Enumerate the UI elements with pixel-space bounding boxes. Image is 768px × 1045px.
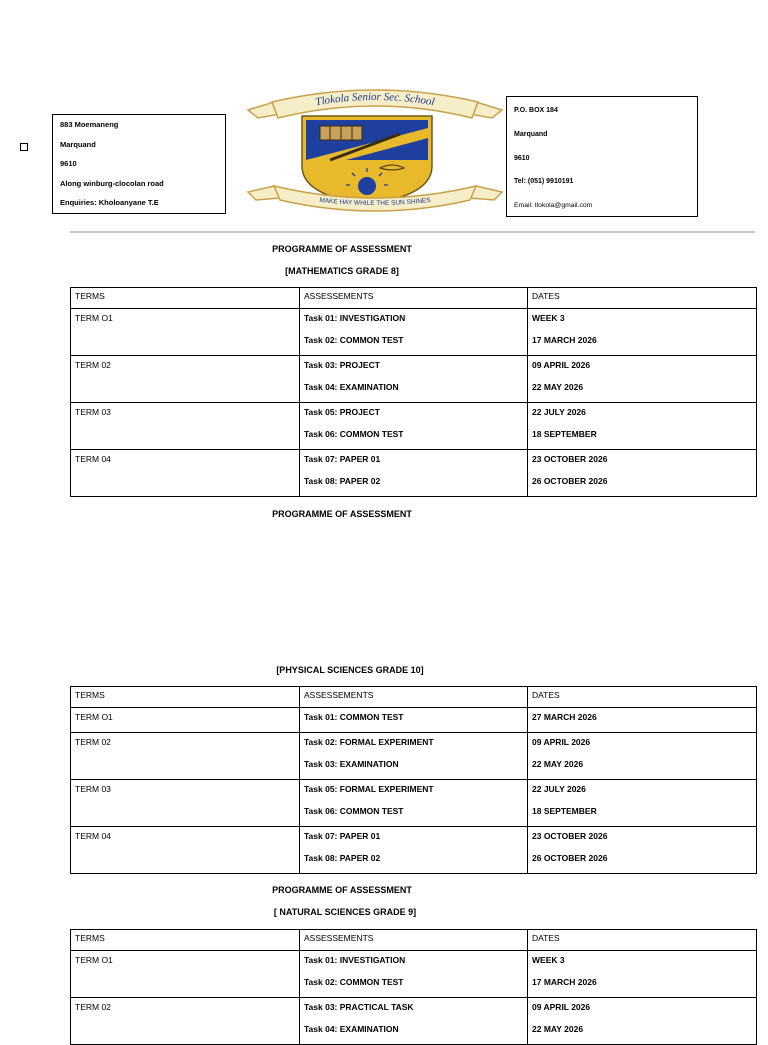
table-row (71, 708, 757, 733)
term-cell: TERM 02 (71, 733, 300, 780)
term-cell: TERM 02 (71, 356, 300, 403)
dates-cell: WEEK 3 17 MARCH 2026 (528, 309, 757, 356)
assessment-table-natural-sciences (70, 929, 757, 1045)
header-divider (70, 231, 755, 233)
term-cell: TERM 02 (71, 998, 300, 1045)
enquiries-line: Enquiries: Kholoanyane T.E (60, 198, 159, 208)
tasks-cell: Task 07: PAPER 01 Task 08: PAPER 02 (300, 827, 528, 874)
header-assessments: ASSESSEMENTS (300, 687, 528, 708)
header-assessments: ASSESSEMENTS (300, 288, 528, 309)
tasks-cell: Task 01: INVESTIGATION Task 02: COMMON TEST (300, 309, 528, 356)
header-dates: DATES (528, 930, 757, 951)
table-header-row (71, 930, 757, 951)
tasks-cell: Task 07: PAPER 01 Task 08: PAPER 02 (300, 450, 528, 497)
header-terms: TERMS (71, 288, 300, 309)
table-row (71, 309, 757, 356)
logo-banner-text: Tlokola Senior Sec. School (314, 90, 436, 109)
dates-cell: 22 JULY 2026 18 SEPTEMBER (528, 403, 757, 450)
logo-motto-text: MAKE HAY WHILE THE SUN SHINES (318, 196, 432, 208)
dates-cell: 23 OCTOBER 2026 26 OCTOBER 2026 (528, 827, 757, 874)
table-row (71, 356, 757, 403)
header-dates: DATES (528, 687, 757, 708)
term-cell: TERM 03 (71, 403, 300, 450)
header-terms: TERMS (71, 687, 300, 708)
postal-contact-box (506, 96, 698, 217)
address-line: 883 Moemaneng (60, 120, 119, 129)
header-assessments: ASSESSEMENTS (300, 930, 528, 951)
address-line: 9610 (60, 159, 77, 169)
tasks-cell: Task 05: FORMAL EXPERIMENT Task 06: COMMON TEST (300, 780, 528, 827)
section-title: PROGRAMME OF ASSESSMENT (272, 509, 412, 519)
address-line: Marquand (60, 139, 96, 149)
section-subtitle: [ NATURAL SCIENCES GRADE 9] (273, 907, 417, 917)
dates-cell: 09 APRIL 2026 22 MAY 2026 (528, 356, 757, 403)
term-cell: TERM 03 (71, 780, 300, 827)
tasks-cell: Task 03: PROJECT Task 04: EXAMINATION (300, 356, 528, 403)
po-city-line: Marquand (514, 130, 548, 138)
table-header-row (71, 687, 757, 708)
dates-cell: 09 APRIL 2026 22 MAY 2026 (528, 998, 757, 1045)
school-address-box (52, 114, 226, 214)
table-row (71, 780, 757, 827)
po-code-line: 9610 (514, 154, 530, 162)
section-title: PROGRAMME OF ASSESSMENT (272, 885, 412, 895)
school-crest-logo (240, 88, 510, 218)
table-row (71, 450, 757, 497)
section-subtitle: [PHYSICAL SCIENCES GRADE 10] (276, 665, 424, 675)
header-terms: TERMS (71, 930, 300, 951)
tasks-cell: Task 01: INVESTIGATION Task 02: COMMON TEST (300, 951, 528, 998)
section-title: PROGRAMME OF ASSESSMENT (272, 244, 412, 254)
term-cell: TERM 04 (71, 827, 300, 874)
dates-cell: 27 MARCH 2026 (528, 708, 757, 733)
dates-cell: 09 APRIL 2026 22 MAY 2026 (528, 733, 757, 780)
tasks-cell: Task 02: FORMAL EXPERIMENT Task 03: EXAMINATION (300, 733, 528, 780)
address-line: Along winburg-clocolan road (60, 178, 164, 188)
table-row (71, 951, 757, 998)
tasks-cell: Task 05: PROJECT Task 06: COMMON TEST (300, 403, 528, 450)
term-cell: TERM O1 (71, 951, 300, 998)
tasks-cell: Task 03: PRACTICAL TASK Task 04: EXAMINATION (300, 998, 528, 1045)
term-cell: TERM O1 (71, 708, 300, 733)
section-subtitle: [MATHEMATICS GRADE 8] (285, 266, 399, 276)
table-row (71, 998, 757, 1045)
table-header-row (71, 288, 757, 309)
dates-cell: 22 JULY 2026 18 SEPTEMBER (528, 780, 757, 827)
term-cell: TERM O1 (71, 309, 300, 356)
bullet-marker (20, 143, 28, 151)
assessment-table-mathematics (70, 287, 757, 497)
telephone-line: Tel: (051) 9910191 (514, 178, 574, 186)
po-box-line: P.O. BOX 184 (514, 107, 558, 114)
table-row (71, 403, 757, 450)
table-row (71, 827, 757, 874)
tasks-cell: Task 01: COMMON TEST (300, 708, 528, 733)
assessment-table-physical-sciences (70, 686, 757, 874)
table-row (71, 733, 757, 780)
dates-cell: WEEK 3 17 MARCH 2026 (528, 951, 757, 998)
header-dates: DATES (528, 288, 757, 309)
term-cell: TERM 04 (71, 450, 300, 497)
email-line: Email: tlokola@gmail.com (514, 202, 593, 210)
dates-cell: 23 OCTOBER 2026 26 OCTOBER 2026 (528, 450, 757, 497)
